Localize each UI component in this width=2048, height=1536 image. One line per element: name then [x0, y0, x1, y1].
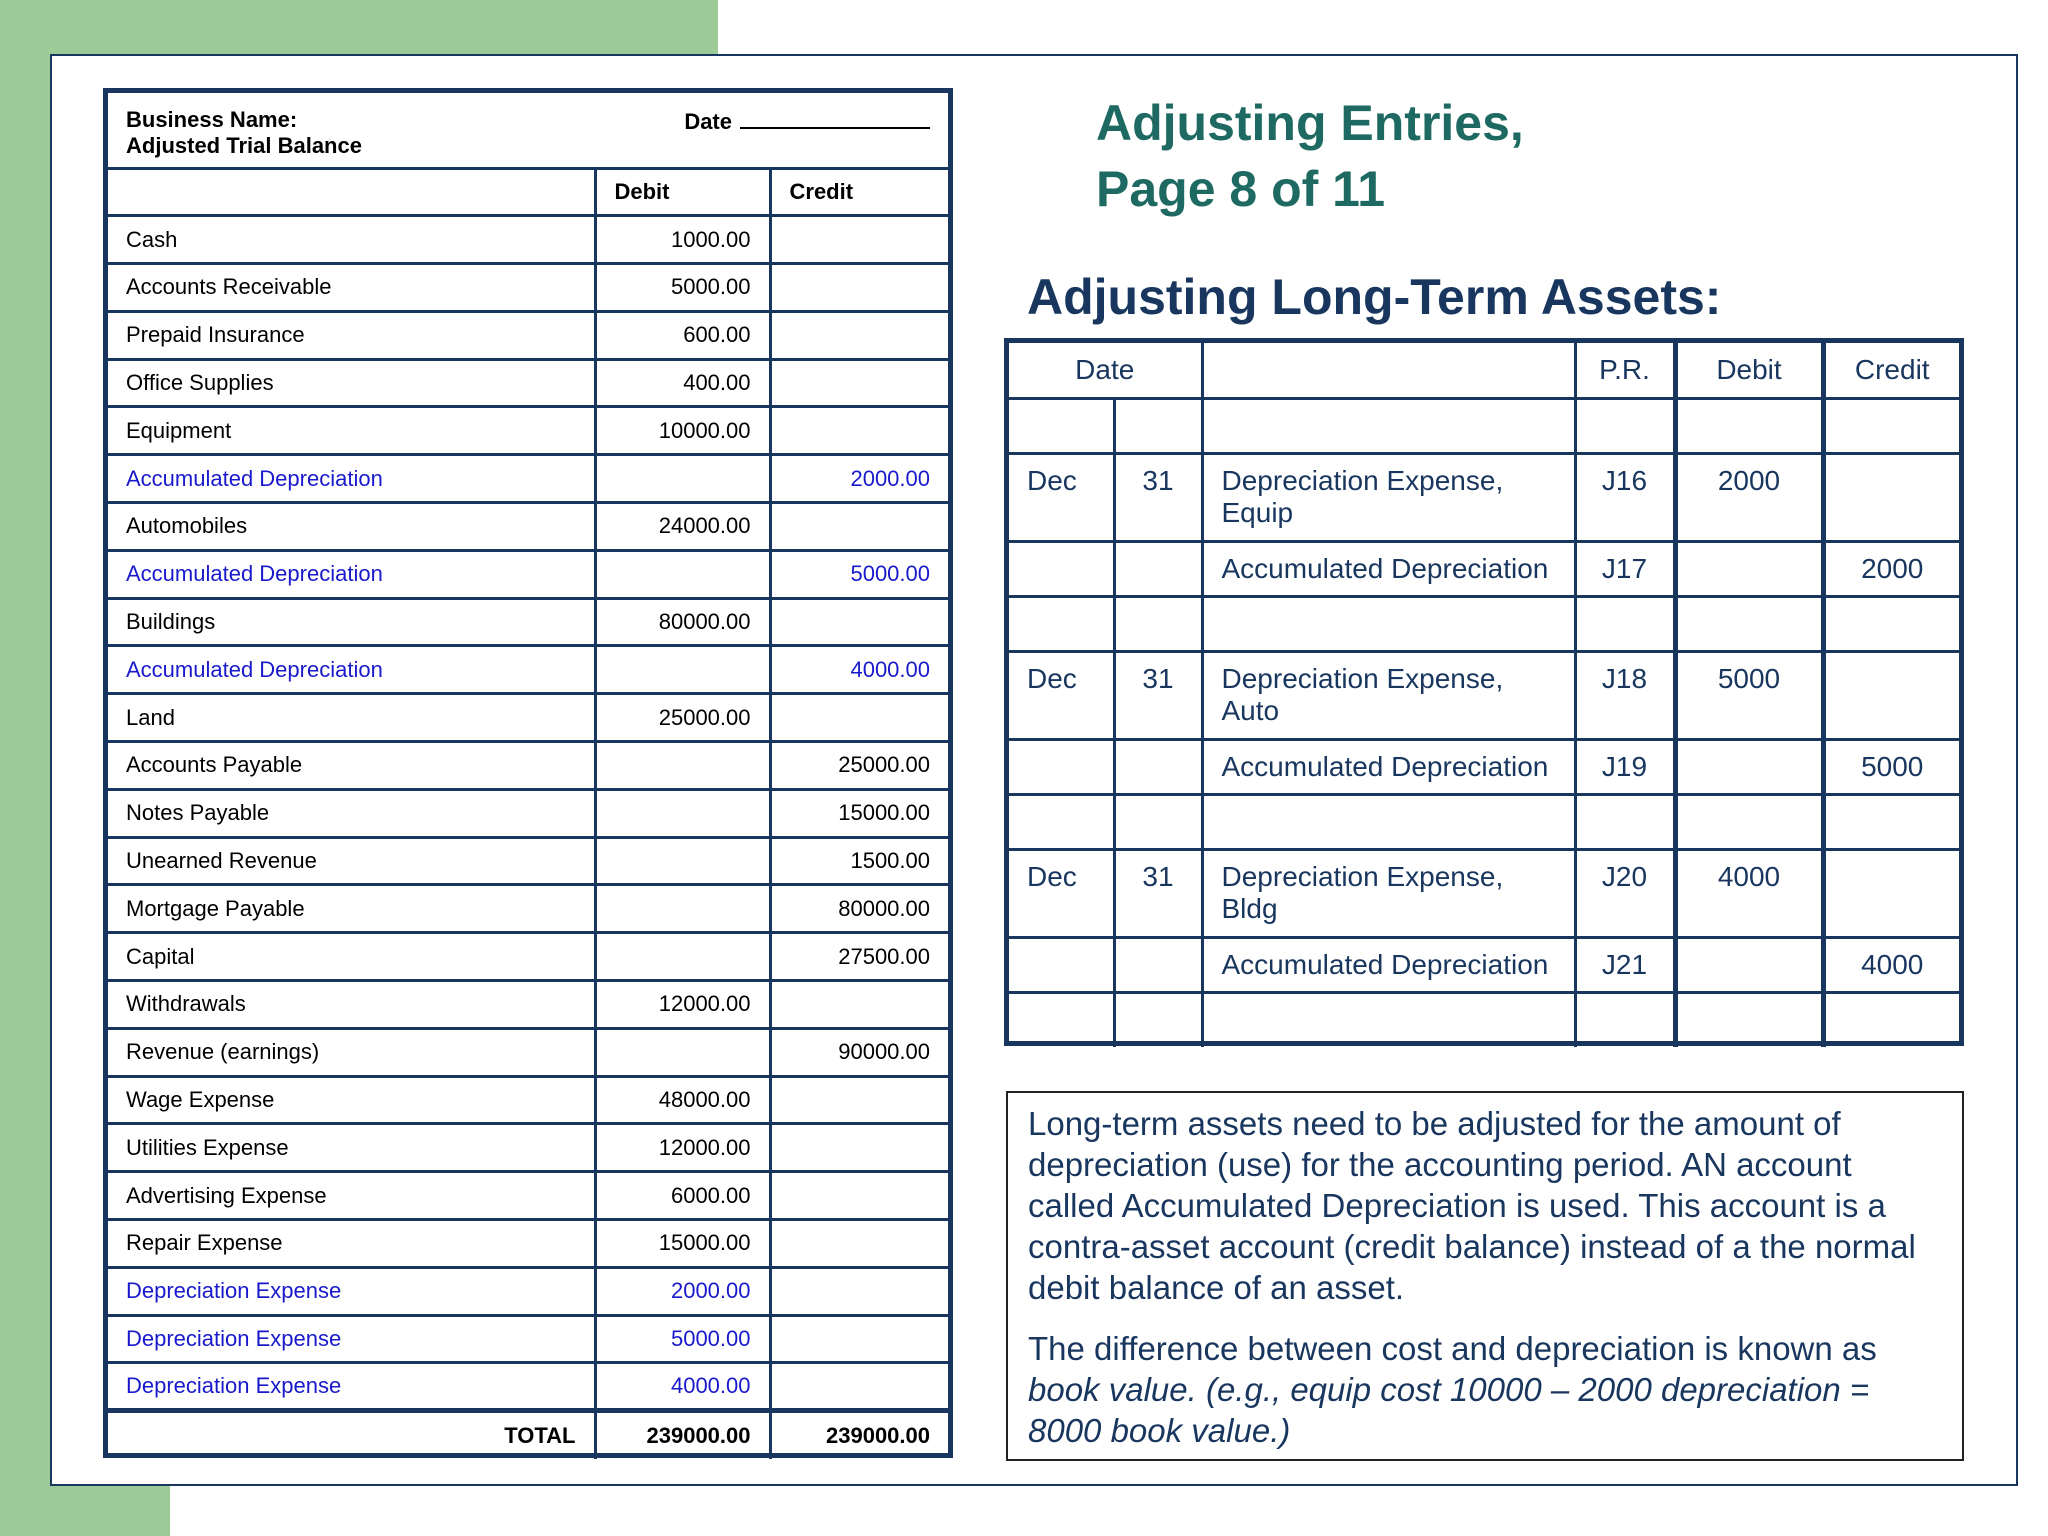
credit-amount-empty [1823, 849, 1959, 937]
credit-amount: 90000.00 [770, 1028, 948, 1076]
note-paragraph-2-text: The difference between cost and depreciation is known as [1028, 1330, 1877, 1367]
slide-title [1096, 90, 1524, 222]
trial-balance-row [108, 264, 948, 312]
account-name: Land [108, 694, 595, 742]
debit-amount [595, 550, 770, 598]
trial-balance-row [108, 311, 948, 359]
debit-amount: 4000 [1675, 849, 1823, 937]
business-name-label: Business Name: [126, 106, 298, 132]
title-line-1: Adjusting Entries, [1096, 95, 1524, 151]
entry-day: 31 [1114, 651, 1202, 739]
credit-account: Accumulated Depreciation [1202, 541, 1575, 596]
debit-amount: 80000.00 [595, 598, 770, 646]
credit-post-ref: J17 [1575, 541, 1675, 596]
debit-amount: 12000.00 [595, 1124, 770, 1172]
trial-balance-row [108, 1076, 948, 1124]
credit-amount: 5000 [1823, 739, 1959, 794]
debit-amount [595, 885, 770, 933]
debit-amount: 12000.00 [595, 981, 770, 1029]
trial-balance-row [108, 407, 948, 455]
explanation-note [1006, 1091, 1964, 1461]
total-debit: 239000.00 [595, 1411, 770, 1459]
journal-empty-cell [1009, 794, 1114, 849]
trial-balance-row [108, 1124, 948, 1172]
account-name: Equipment [108, 407, 595, 455]
credit-amount-empty [1823, 651, 1959, 739]
credit-amount: 27500.00 [770, 933, 948, 981]
account-name: Accounts Receivable [108, 264, 595, 312]
trial-balance-header [108, 93, 948, 168]
debit-amount-empty [1675, 937, 1823, 992]
journal-empty-row [1009, 992, 1959, 1047]
account-name: Withdrawals [108, 981, 595, 1029]
decor-green-bottom [0, 1486, 170, 1536]
credit-amount [770, 1172, 948, 1220]
credit-amount: 2000.00 [770, 455, 948, 503]
journal-empty-cell [1675, 398, 1823, 453]
trial-balance-row [108, 216, 948, 264]
trial-balance-row [108, 885, 948, 933]
total-label: TOTAL [108, 1411, 595, 1459]
credit-amount [770, 1267, 948, 1315]
credit-column-header: Credit [770, 168, 948, 216]
credit-account: Accumulated Depreciation [1202, 937, 1575, 992]
journal-empty-cell [1823, 794, 1959, 849]
journal-credit-row [1009, 739, 1959, 794]
journal-empty-cell [1009, 596, 1114, 651]
debit-amount: 5000.00 [595, 264, 770, 312]
account-name: Depreciation Expense [108, 1363, 595, 1411]
credit-amount [770, 981, 948, 1029]
credit-amount: 4000.00 [770, 646, 948, 694]
journal-empty-cell [1823, 398, 1959, 453]
journal-empty-cell [1009, 992, 1114, 1047]
credit-amount: 15000.00 [770, 789, 948, 837]
debit-account: Depreciation Expense, Auto [1202, 651, 1575, 739]
general-journal [1004, 338, 1964, 1046]
journal-empty-row [1009, 398, 1959, 453]
trial-balance-row [108, 742, 948, 790]
account-name: Advertising Expense [108, 1172, 595, 1220]
debit-amount: 6000.00 [595, 1172, 770, 1220]
credit-amount [770, 359, 948, 407]
decor-green-left [0, 0, 50, 1536]
adjusted-trial-balance [103, 88, 953, 1458]
debit-amount [595, 455, 770, 503]
journal-empty-cell [1114, 794, 1202, 849]
debit-amount: 15000.00 [595, 1220, 770, 1268]
trial-balance-row [108, 646, 948, 694]
account-name: Prepaid Insurance [108, 311, 595, 359]
trial-balance-row [108, 789, 948, 837]
credit-post-ref: J21 [1575, 937, 1675, 992]
date-blank-line [740, 107, 930, 129]
journal-account-header [1202, 343, 1575, 398]
credit-amount [770, 1315, 948, 1363]
journal-empty-cell [1823, 596, 1959, 651]
journal-empty-row [1009, 794, 1959, 849]
journal-pr-header: P.R. [1575, 343, 1675, 398]
debit-amount: 1000.00 [595, 216, 770, 264]
trial-balance-total-row [108, 1411, 948, 1459]
journal-empty-cell [1009, 398, 1114, 453]
decor-green-top [0, 0, 718, 56]
journal-header-row [1009, 343, 1959, 398]
entry-day-empty [1114, 937, 1202, 992]
journal-empty-cell [1575, 596, 1675, 651]
credit-amount: 80000.00 [770, 885, 948, 933]
credit-amount [770, 311, 948, 359]
debit-amount [595, 837, 770, 885]
entry-day: 31 [1114, 849, 1202, 937]
credit-amount [770, 1124, 948, 1172]
account-name: Capital [108, 933, 595, 981]
entry-month: Dec [1009, 651, 1114, 739]
credit-amount [770, 1220, 948, 1268]
trial-balance-row [108, 550, 948, 598]
debit-amount: 5000 [1675, 651, 1823, 739]
account-name: Repair Expense [108, 1220, 595, 1268]
journal-empty-cell [1202, 398, 1575, 453]
credit-amount [770, 216, 948, 264]
trial-balance-row [108, 455, 948, 503]
journal-debit-row [1009, 849, 1959, 937]
account-name: Accounts Payable [108, 742, 595, 790]
journal-empty-cell [1675, 596, 1823, 651]
debit-amount: 4000.00 [595, 1363, 770, 1411]
date-label: Date [684, 108, 732, 134]
note-paragraph-1: Long-term assets need to be adjusted for the amount of depreciation (use) for the accounting period. AN account called Accumulated Depreciation is used. This account is a contra-asset account (credit balance) instead of a the normal debit balance of an asset. [1028, 1105, 1916, 1306]
journal-empty-cell [1202, 596, 1575, 651]
trial-balance-row [108, 694, 948, 742]
trial-balance-row [108, 1172, 948, 1220]
debit-amount [595, 646, 770, 694]
journal-date-header: Date [1009, 343, 1202, 398]
debit-account: Depreciation Expense, Bldg [1202, 849, 1575, 937]
account-name: Revenue (earnings) [108, 1028, 595, 1076]
credit-amount: 4000 [1823, 937, 1959, 992]
journal-credit-row [1009, 541, 1959, 596]
entry-month-empty [1009, 937, 1114, 992]
debit-post-ref: J20 [1575, 849, 1675, 937]
debit-amount: 600.00 [595, 311, 770, 359]
debit-amount: 24000.00 [595, 503, 770, 551]
debit-account: Depreciation Expense, Equip [1202, 453, 1575, 541]
account-name: Wage Expense [108, 1076, 595, 1124]
journal-empty-cell [1202, 992, 1575, 1047]
account-name: Accumulated Depreciation [108, 550, 595, 598]
debit-post-ref: J16 [1575, 453, 1675, 541]
journal-credit-row [1009, 937, 1959, 992]
credit-post-ref: J19 [1575, 739, 1675, 794]
entry-month: Dec [1009, 849, 1114, 937]
debit-amount: 10000.00 [595, 407, 770, 455]
debit-amount: 25000.00 [595, 694, 770, 742]
account-name: Cash [108, 216, 595, 264]
debit-amount [595, 742, 770, 790]
debit-amount-empty [1675, 739, 1823, 794]
journal-empty-row [1009, 596, 1959, 651]
credit-amount [770, 503, 948, 551]
entry-month-empty [1009, 739, 1114, 794]
trial-balance-column-headers [108, 168, 948, 216]
account-name: Office Supplies [108, 359, 595, 407]
credit-amount [770, 1363, 948, 1411]
journal-empty-cell [1114, 992, 1202, 1047]
journal-empty-cell [1823, 992, 1959, 1047]
debit-amount: 48000.00 [595, 1076, 770, 1124]
credit-amount-empty [1823, 453, 1959, 541]
credit-amount [770, 694, 948, 742]
trial-balance-row [108, 1028, 948, 1076]
account-name: Accumulated Depreciation [108, 455, 595, 503]
debit-amount: 5000.00 [595, 1315, 770, 1363]
account-name: Unearned Revenue [108, 837, 595, 885]
trial-balance-row [108, 837, 948, 885]
account-name: Buildings [108, 598, 595, 646]
journal-empty-cell [1114, 398, 1202, 453]
credit-amount: 2000 [1823, 541, 1959, 596]
trial-balance-row [108, 1267, 948, 1315]
journal-debit-row [1009, 453, 1959, 541]
account-name: Utilities Expense [108, 1124, 595, 1172]
account-name: Depreciation Expense [108, 1315, 595, 1363]
trial-balance-title: Adjusted Trial Balance [126, 132, 362, 158]
journal-credit-header: Credit [1823, 343, 1959, 398]
account-name: Automobiles [108, 503, 595, 551]
note-paragraph-2-italic: book value. (e.g., equip cost 10000 – 2000 depreciation = 8000 book value.) [1028, 1371, 1870, 1449]
credit-amount [770, 407, 948, 455]
journal-empty-cell [1202, 794, 1575, 849]
credit-account: Accumulated Depreciation [1202, 739, 1575, 794]
account-name: Notes Payable [108, 789, 595, 837]
credit-amount [770, 1076, 948, 1124]
debit-amount [595, 933, 770, 981]
credit-amount: 5000.00 [770, 550, 948, 598]
trial-balance-row [108, 1220, 948, 1268]
credit-amount: 25000.00 [770, 742, 948, 790]
credit-amount: 1500.00 [770, 837, 948, 885]
debit-amount-empty [1675, 541, 1823, 596]
note-paragraph-2 [1028, 1328, 1942, 1451]
trial-balance-row [108, 598, 948, 646]
trial-balance-row [108, 503, 948, 551]
debit-amount [595, 789, 770, 837]
account-name: Depreciation Expense [108, 1267, 595, 1315]
trial-balance-row [108, 359, 948, 407]
entry-day: 31 [1114, 453, 1202, 541]
entry-month-empty [1009, 541, 1114, 596]
debit-amount: 400.00 [595, 359, 770, 407]
credit-amount [770, 598, 948, 646]
debit-amount [595, 1028, 770, 1076]
trial-balance-row [108, 1315, 948, 1363]
debit-column-header: Debit [595, 168, 770, 216]
total-credit: 239000.00 [770, 1411, 948, 1459]
journal-debit-row [1009, 651, 1959, 739]
credit-amount [770, 264, 948, 312]
debit-amount: 2000.00 [595, 1267, 770, 1315]
account-column-header [108, 168, 595, 216]
journal-empty-cell [1575, 398, 1675, 453]
entry-day-empty [1114, 739, 1202, 794]
account-name: Accumulated Depreciation [108, 646, 595, 694]
account-name: Mortgage Payable [108, 885, 595, 933]
entry-day-empty [1114, 541, 1202, 596]
trial-balance-row [108, 981, 948, 1029]
journal-empty-cell [1575, 992, 1675, 1047]
journal-empty-cell [1675, 992, 1823, 1047]
journal-empty-cell [1675, 794, 1823, 849]
debit-amount: 2000 [1675, 453, 1823, 541]
trial-balance-row [108, 1363, 948, 1411]
entry-month: Dec [1009, 453, 1114, 541]
journal-empty-cell [1114, 596, 1202, 651]
trial-balance-row [108, 933, 948, 981]
debit-post-ref: J18 [1575, 651, 1675, 739]
section-subtitle: Adjusting Long-Term Assets: [1027, 269, 1722, 325]
title-line-2: Page 8 of 11 [1096, 161, 1386, 217]
journal-empty-cell [1575, 794, 1675, 849]
journal-debit-header: Debit [1675, 343, 1823, 398]
